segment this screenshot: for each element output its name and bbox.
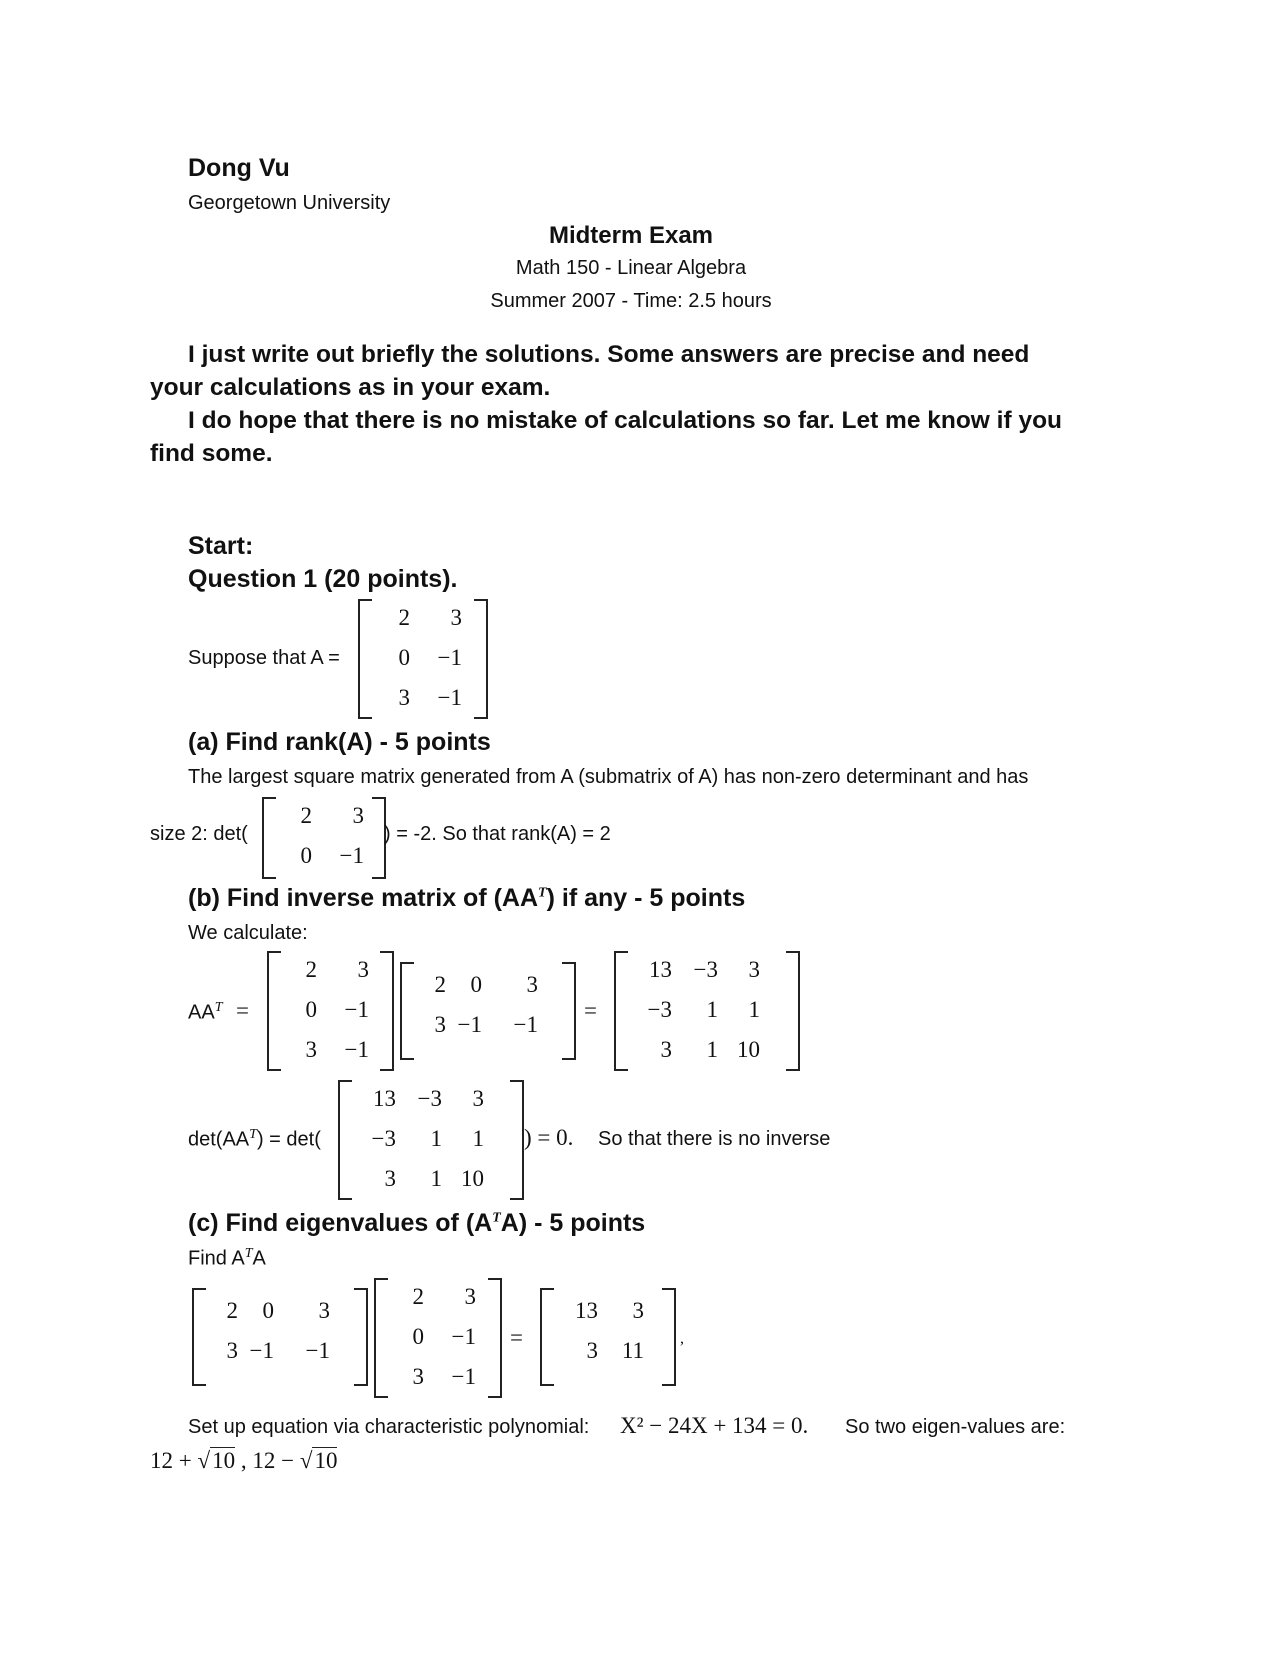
part-a-text: The largest square matrix generated from A (submatrix of A) has non-zero determinant and has [188, 766, 1029, 788]
polynomial: X² − 24X + 134 = 0. [620, 1413, 809, 1438]
matrix-cell: 1 [430, 1166, 442, 1191]
part-c-title-suffix: A) - 5 points [500, 1209, 646, 1237]
transpose-sup: T [492, 1210, 501, 1226]
matrix-cell: 3 [352, 803, 364, 828]
matrix-A-copy [267, 951, 394, 1071]
matrix-cell: −1 [437, 645, 462, 670]
matrix-cell: −1 [305, 1338, 330, 1363]
intro-line-2: your calculations as in your exam. [150, 374, 551, 401]
matrix-cell: −3 [693, 957, 718, 982]
intro-line-4: find some. [150, 440, 273, 467]
matrix-cell: 3 [434, 1012, 446, 1037]
equals-sign: = [510, 1325, 523, 1350]
matrix-cell: 2 [398, 605, 410, 630]
aat-label [188, 1000, 222, 1025]
matrix-cell: 0 [305, 997, 317, 1022]
matrix-cell: −1 [339, 843, 364, 868]
matrix-AT [400, 962, 576, 1060]
matrix-cell: −3 [417, 1086, 442, 1111]
matrix-cell: −3 [371, 1126, 396, 1151]
transpose-sup: T [249, 1127, 257, 1142]
part-b-title [188, 884, 745, 913]
matrix-cell: −1 [249, 1338, 274, 1363]
find-prefix: Find A [188, 1247, 245, 1270]
matrix-cell: 11 [621, 1338, 644, 1363]
matrix-cell: 3 [226, 1338, 238, 1363]
matrix-cell: 3 [632, 1298, 644, 1323]
eigenvalues [150, 1447, 337, 1474]
matrix-cell: 1 [706, 1037, 718, 1062]
matrix-cell: −1 [344, 1037, 369, 1062]
aat-label-text: AA [188, 1001, 215, 1024]
matrix-cell: 3 [412, 1364, 424, 1389]
question-1-title: Question 1 (20 points). [188, 565, 458, 593]
matrix-cell: 13 [373, 1086, 396, 1111]
matrix-cell: 1 [748, 997, 760, 1022]
matrix-cell: −3 [647, 997, 672, 1022]
matrix-cell: 1 [706, 997, 718, 1022]
matrix-ATA [540, 1288, 676, 1386]
institution: Georgetown University [188, 192, 391, 214]
part-b-title-prefix: (b) Find inverse matrix of (AA [188, 884, 539, 912]
size-text: size 2: det( [150, 823, 248, 845]
matrix-cell: 13 [575, 1298, 598, 1323]
matrix-cell: 3 [450, 605, 462, 630]
matrix-cell: 0 [412, 1324, 424, 1349]
transpose-sup: T [214, 1000, 223, 1015]
matrix-AAT [614, 951, 800, 1071]
matrix-cell: 0 [398, 645, 410, 670]
matrix-cell: 3 [472, 1086, 484, 1111]
suppose-text: Suppose that A = [188, 647, 340, 669]
matrix-cell: 2 [226, 1298, 238, 1323]
matrix-cell: −1 [451, 1364, 476, 1389]
rank-result: ) = -2. So that rank(A) = 2 [384, 823, 611, 845]
matrix-A [358, 599, 488, 719]
part-c-title [188, 1209, 645, 1238]
part-a-title: (a) Find rank(A) - 5 points [188, 728, 491, 756]
matrix-cell: 3 [464, 1284, 476, 1309]
det-label-suffix: ) = det( [256, 1128, 321, 1151]
matrix-cell: 2 [434, 972, 446, 997]
matrix-cell: 0 [300, 843, 312, 868]
matrix-cell: 3 [586, 1338, 598, 1363]
equals-sign: = [584, 998, 597, 1023]
matrix-cell: 0 [262, 1298, 274, 1323]
matrix-cell: −1 [437, 685, 462, 710]
matrix-cell: 3 [357, 957, 369, 982]
find-ata-text [188, 1246, 266, 1271]
setup-text: Set up equation via characteristic polynomial: [188, 1416, 590, 1438]
sqrt-radicand: 10 [314, 1448, 338, 1473]
matrix-cell: 3 [384, 1166, 396, 1191]
eig-part: 12 + [150, 1448, 198, 1473]
term-info: Summer 2007 - Time: 2.5 hours [490, 290, 772, 312]
matrix-cell: 1 [472, 1126, 484, 1151]
intro-line-1: I just write out briefly the solutions. Some answers are precise and need [188, 341, 1030, 368]
matrix-cell: 3 [398, 685, 410, 710]
sqrt-radicand: 10 [212, 1448, 236, 1473]
part-c-title-prefix: (c) Find eigenvalues of (A [188, 1209, 493, 1237]
transpose-sup: T [244, 1246, 253, 1261]
matrix-cell: 10 [737, 1037, 760, 1062]
sqrt-sign: √ [299, 1448, 313, 1473]
matrix-AAT-det [338, 1080, 524, 1200]
matrix-cell: 3 [526, 972, 538, 997]
matrix-cell: 13 [649, 957, 672, 982]
part-b-title-suffix: ) if any - 5 points [546, 884, 746, 912]
det-result-eq: ) = 0. [524, 1125, 574, 1150]
matrix-AT-c [192, 1288, 368, 1386]
matrix-cell: 2 [305, 957, 317, 982]
transpose-sup: T [538, 885, 547, 901]
find-suffix: A [252, 1247, 266, 1270]
matrix-cell: 2 [412, 1284, 424, 1309]
matrix-cell: 1 [430, 1126, 442, 1151]
det-label [188, 1127, 321, 1152]
setup-end: So two eigen-values are: [845, 1416, 1066, 1438]
matrix-cell: 3 [748, 957, 760, 982]
eig-part: , 12 − [235, 1448, 300, 1473]
matrix-cell: 10 [461, 1166, 484, 1191]
matrix-cell: 3 [318, 1298, 330, 1323]
det-result-text: So that there is no inverse [598, 1128, 831, 1150]
matrix-A-c [374, 1278, 502, 1398]
sqrt-sign: √ [197, 1448, 211, 1473]
submatrix [262, 797, 386, 879]
course-name: Math 150 - Linear Algebra [515, 257, 747, 279]
author-name: Dong Vu [188, 154, 290, 182]
intro-line-3: I do hope that there is no mistake of calculations so far. Let me know if you [188, 407, 1062, 434]
matrix-cell: −1 [513, 1012, 538, 1037]
we-calculate-text: We calculate: [188, 922, 308, 944]
matrix-cell: −1 [457, 1012, 482, 1037]
comma: , [680, 1330, 684, 1347]
equals-sign: = [236, 998, 249, 1023]
matrix-cell: 2 [300, 803, 312, 828]
matrix-cell: −1 [451, 1324, 476, 1349]
exam-title: Midterm Exam [548, 222, 714, 249]
matrix-cell: 3 [305, 1037, 317, 1062]
det-label-prefix: det(AA [188, 1128, 250, 1151]
matrix-cell: −1 [344, 997, 369, 1022]
start-label: Start: [188, 532, 254, 560]
matrix-cell: 3 [660, 1037, 672, 1062]
matrix-cell: 0 [470, 972, 482, 997]
